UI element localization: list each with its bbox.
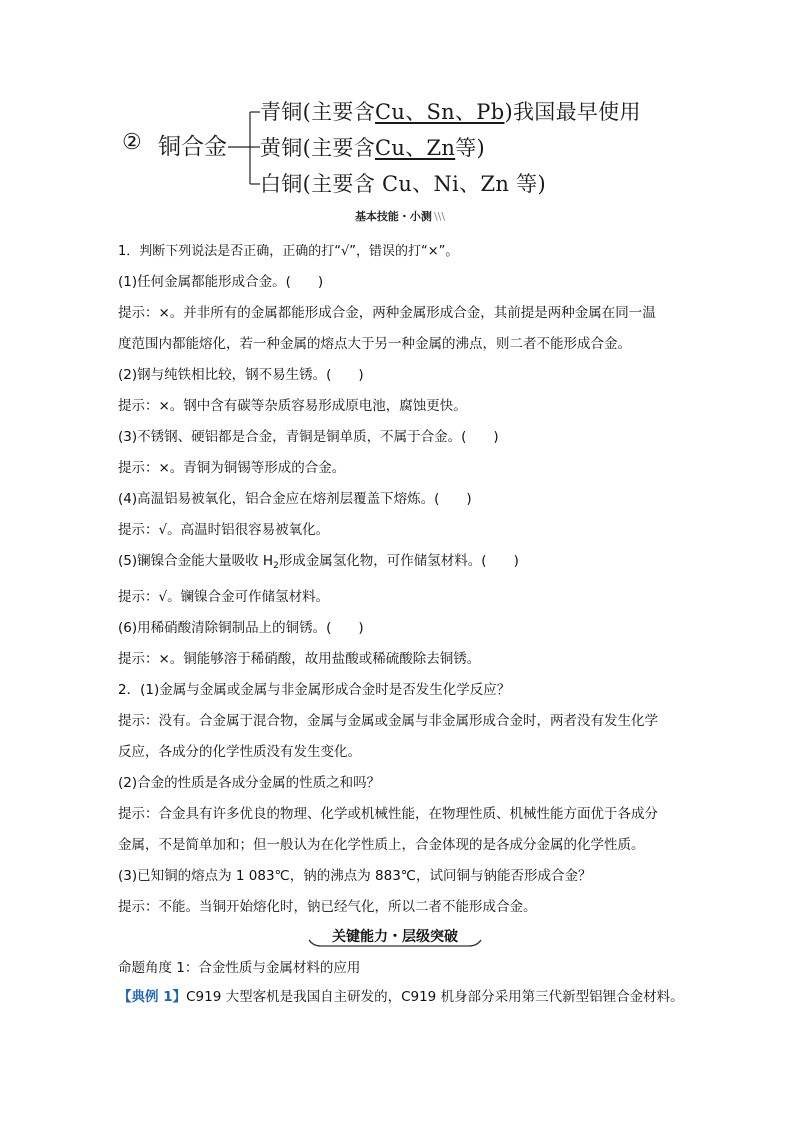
- hint-1-2: 提示：×。钢中含有碳等杂质容易形成原电池，腐蚀更快。: [118, 398, 467, 414]
- statement-1-3: (3)不锈钢、硬铝都是合金，青铜是铜单质，不属于合金。( ): [118, 429, 499, 445]
- section-tag: 基本技能・小测 \\\: [354, 210, 446, 223]
- example-1: [118, 985, 684, 1009]
- proposition-angle: 命题角度 1：合金性质与金属材料的应用: [118, 960, 361, 976]
- hint-1-4: 提示：√。高温时铝很容易被氧化。: [118, 522, 330, 538]
- exercise-content: [118, 236, 688, 923]
- hint-1-1-line1: 提示：×。并非所有的金属都能形成合金，两种金属形成合金，其前提是两种金属在同一温: [118, 305, 656, 321]
- hint-2-1-line1: 提示：没有。合金属于混合物，金属与金属或金属与非金属形成合金时，两者没有发生化学: [118, 713, 658, 729]
- copper-alloy-diagram: [110, 92, 710, 202]
- hint-2-2-line2: 金属，不是简单加和；但一般认为在化学性质上，合金体现的是各成分金属的化学性质。: [118, 837, 645, 853]
- statement-1-2: (2)钢与纯铁相比较，钢不易生锈。( ): [118, 367, 364, 383]
- brass-line: 黄铜(主要含Cu、Zn等): [260, 136, 486, 160]
- item-number: ②: [122, 130, 142, 155]
- hint-1-1-line2: 度范围内都能熔化，若一种金属的熔点大于另一种金属的沸点，则二者不能形成合金。: [118, 336, 631, 352]
- question-2-3: (3)已知铜的熔点为 1 083℃，钠的沸点为 883℃，试问铜与钠能否形成合金？: [118, 868, 592, 884]
- hint-1-6: 提示：×。铜能够溶于稀硝酸，故用盐酸或稀硫酸除去铜锈。: [118, 651, 481, 667]
- statement-1-4: (4)高温铝易被氧化，铝合金应在熔剂层覆盖下熔炼。( ): [118, 491, 472, 507]
- example-tag: 【典例 1】: [118, 989, 187, 1005]
- hint-1-3: 提示：×。青铜为铜锡等形成的合金。: [118, 460, 346, 476]
- question-2-2: (2)合金的性质是各成分金属的性质之和吗？: [118, 775, 381, 791]
- section-banner: [305, 924, 485, 948]
- copper-alloy-label: 铜合金: [158, 134, 227, 160]
- banner-title: 关键能力・层级突破: [332, 929, 458, 945]
- hint-1-5: 提示：√。镧镍合金可作储氢材料。: [118, 589, 330, 605]
- question-1: 1．判断下列说法是否正确，正确的打“√”，错误的打“×”。: [118, 244, 459, 259]
- hint-2-2-line1: 提示：合金具有许多优良的物理、化学或机械性能，在物理性质、机械性能方面优于各成分: [118, 806, 658, 822]
- hint-2-1-line2: 反应，各成分的化学性质没有发生变化。: [118, 744, 361, 760]
- hint-2-3: 提示：不能。当铜开始熔化时，钠已经气化，所以二者不能形成合金。: [118, 899, 537, 915]
- bronze-line: 青铜(主要含Cu、Sn、Pb)我国最早使用: [260, 100, 641, 124]
- statement-1-1: (1)任何金属都能形成合金。( ): [118, 274, 324, 290]
- example-text: C919 大型客机是我国自主研发的，C919 机身部分采用第三代新型铝锂合金材料。: [186, 989, 684, 1005]
- cupronickel-line: 白铜(主要含 Cu、Ni、Zn 等): [260, 172, 546, 196]
- statement-1-5: (5)镧镍合金能大量吸收 $H_2$形成金属氢化物，可作储氢材料。( ): [118, 553, 519, 571]
- statement-1-6: (6)用稀硝酸清除铜制品上的铜锈。( ): [118, 620, 364, 636]
- question-2-1: 2．(1)金属与金属或金属与非金属形成合金时是否发生化学反应？: [118, 682, 511, 698]
